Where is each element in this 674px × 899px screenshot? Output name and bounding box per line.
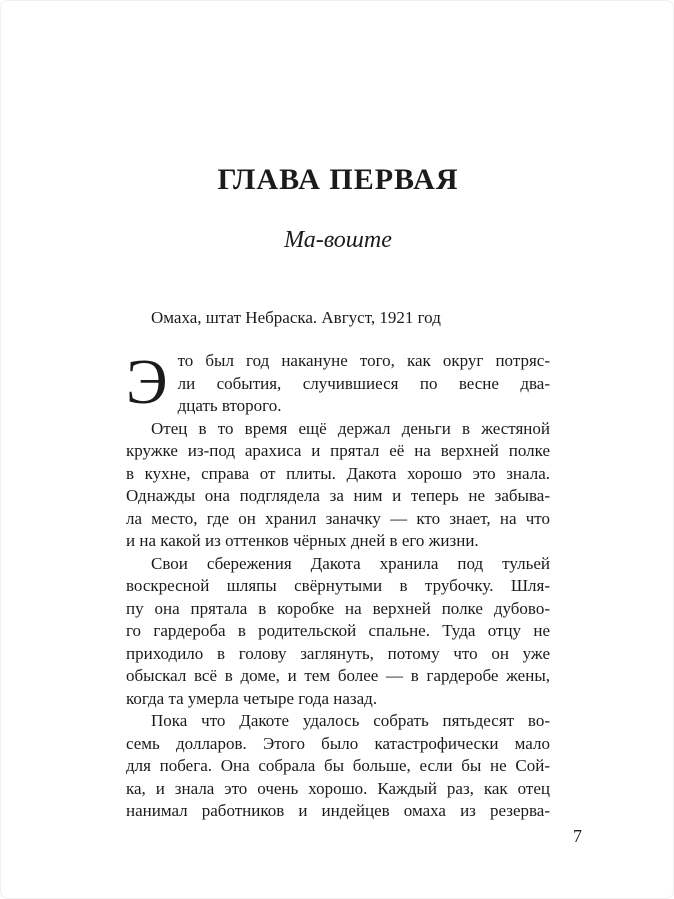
text-line: обыскал всё в доме, и тем более — в гардеробе жены, [126, 666, 550, 685]
text-line: в кухне, справа от плиты. Дакота хорошо это знала. [126, 463, 550, 483]
text-line: Свои сбережения Дакота хранила под тульей [151, 553, 550, 573]
text-line: приходило в голову заглянуть, потому что он уже [126, 643, 550, 663]
dateline: Омаха, штат Небраска. Август, 1921 год [151, 308, 441, 327]
text-line: ла место, где он хранил заначку — кто знает, на что [126, 508, 550, 528]
text-block [126, 1, 550, 823]
body-text [126, 347, 550, 823]
text-line: кружке из-под арахиса и прятал её на верхней полке [126, 441, 550, 460]
chapter-subtitle: Ма-воште [284, 227, 392, 253]
text-line: ли события, случившиеся по весне два- [177, 373, 550, 393]
paragraph [126, 710, 550, 823]
text-line: ка, и знала это очень хорошо. Каждый раз, как отец [126, 778, 550, 798]
text-line: дцать второго. [177, 396, 282, 415]
text-line: Отец в то время ещё держал деньги в жестяной [151, 418, 550, 438]
text-line: пу она прятала в коробке на верхней полке дубово- [126, 598, 550, 618]
text-line: и на какой из оттенков чёрных дней в его жизни. [126, 531, 479, 550]
text-line: Пока что Дакоте удалось собрать пятьдесят во- [151, 711, 550, 730]
paragraph [126, 347, 550, 418]
paragraph [126, 553, 550, 711]
paragraph [126, 418, 550, 553]
chapter-title: ГЛАВА ПЕРВАЯ [217, 163, 459, 196]
text-line: то был год накануне того, как округ потряс- [177, 351, 550, 370]
page-number: 7 [573, 826, 582, 846]
text-line: го гардероба в родительской спальне. Туда отцу не [126, 621, 550, 640]
text-line: нанимал работников и индейцев омаха из резерва- [126, 801, 550, 820]
text-line: воскресной шляпы свёрнутыми в трубочку. Шля- [126, 576, 550, 595]
text-line: для побега. Она собрала бы больше, если бы не Сой- [126, 756, 550, 775]
text-line: Однажды она подглядела за ним и теперь не забыва- [126, 486, 550, 505]
drop-cap: Э [126, 347, 168, 417]
text-line: семь долларов. Этого было катастрофически мало [126, 733, 550, 753]
text-line: когда та умерла четыре года назад. [126, 688, 378, 708]
